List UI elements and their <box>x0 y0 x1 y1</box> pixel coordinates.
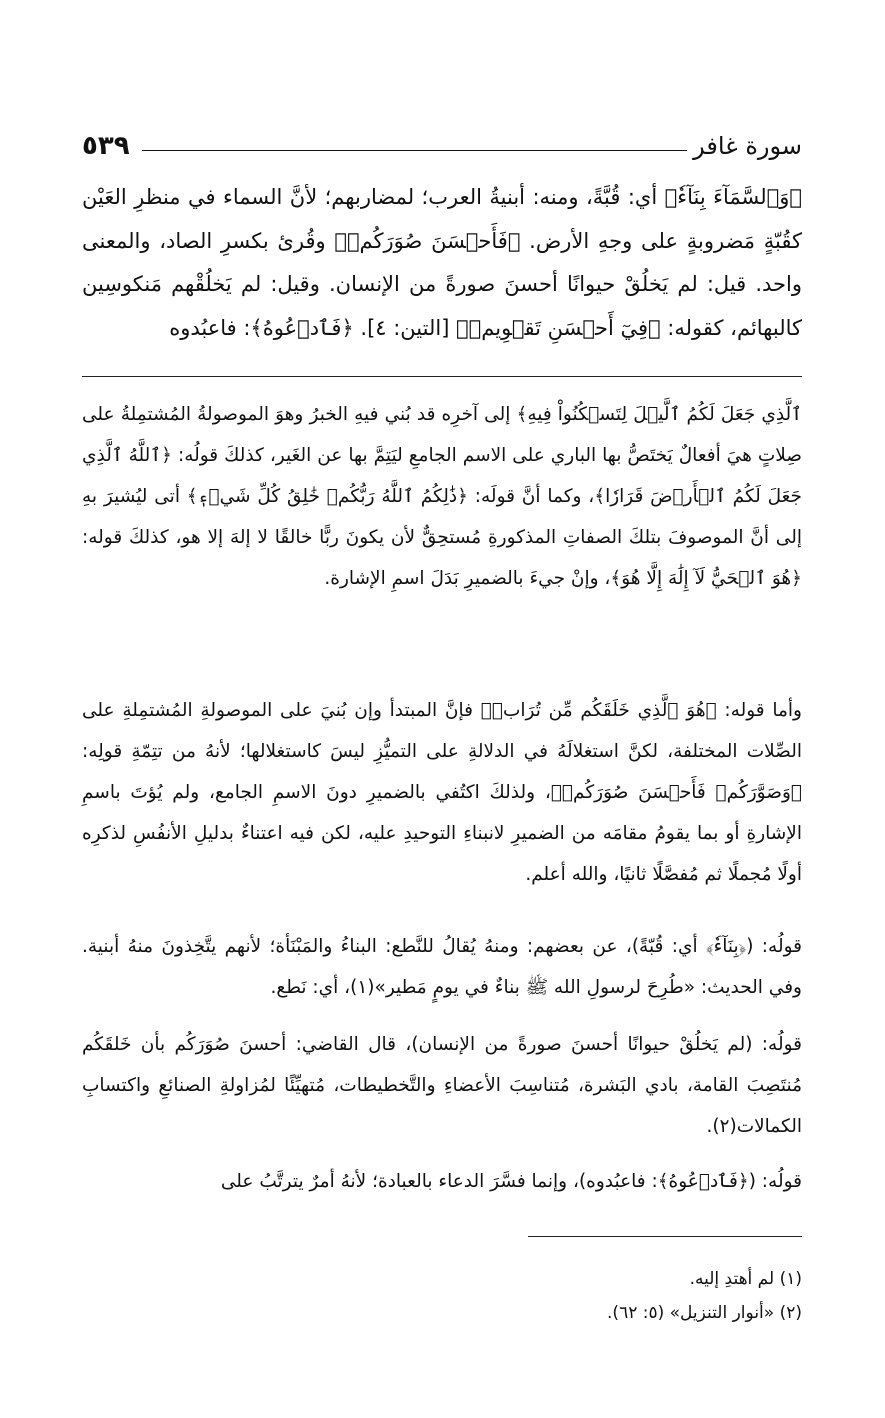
commentary-paragraph: قولُه: (﴿بِنَآءٗ﴾ أي: قُبّةً)، عن بعضهم: ومنهُ يُقالُ للنَّطع: البناءُ والمَبْنَأة؛ لأنهم يتَّخِذونَ منهُ أبنية. وفي الحديث: «طُرِحَ لرسولِ الله ﷺ بناءٌ في يومٍ مَطير»(١)، أي: نَطع. <box>82 936 802 998</box>
header-rule <box>142 150 687 151</box>
commentary-paragraph: قولُه: (﴿فَٱدۡعُوهُ﴾: فاعبُدوه)، وإنما فسَّرَ الدعاء بالعبادة؛ لأنهُ أمرٌ يترتَّبُ على <box>220 1171 802 1192</box>
footnote: (٢) «أنوار التنزيل» (٥: ٦٢). <box>607 1303 802 1323</box>
page-number: ٥٣٩ <box>82 131 130 161</box>
surah-title: سورة غافر <box>693 132 802 160</box>
commentary-paragraph: ٱلَّذِي جَعَلَ لَكُمُ ٱلَّيۡلَ لِتَسۡكُنُواْ فِيهِ﴾ إلى آخرِه قد بُني فيهِ الخبرُ وهوَ الموصولةُ المُشتمِلةُ على صِلاتٍ هيَ أفعالٌ يَختَصُّ بها الباري على الاسم الجامعِ ليَتِمَّ بها عن الغَير، كذلكَ قولُه: ﴿ٱللَّهُ ٱلَّذِي جَعَلَ لَكُمُ ٱلۡأَرۡضَ قَرَارٗا﴾، وكما أنَّ قولَه: ﴿ذَٰلِكُمُ ٱللَّهُ رَبُّكُمۡ خَٰلِقُ كُلِّ شَيۡءٖ﴾ أتى ليُشيرَ بهِ إلى أنَّ الموصوفَ بتلكَ الصفاتِ المذكورةِ مُستحِقٌّ لأن يكونَ ربًّا خالقًا لا إلهَ إلا هو، كذلكَ قوله: ﴿هُوَ ٱلۡحَيُّ لَآ إِلَٰهَ إِلَّا هُوَ﴾، وإنْ جيءَ بالضميرِ بَدَلَ اسمِ الإشارة. <box>82 404 802 589</box>
footnote: (١) لم أهتدِ إليه. <box>689 1269 802 1289</box>
main-text-divider <box>82 376 802 377</box>
page-header <box>82 128 802 164</box>
main-text: ﴿وَٱلسَّمَآءَ بِنَآءٗ﴾ أي: قُبَّةً، ومنه: أبنيةُ العرب؛ لمضاربهم؛ لأنَّ السماء في منظرِ العَيْن كقُبّةٍ مَضروبةٍ على وجهِ الأرض. ﴿فَأَحۡسَنَ صُوَرَكُمۡ﴾ وقُرئ بكسرِ الصاد، والمعنى واحد. قيل: لم يَخلُقْ حيوانًا أحسنَ صورةً من الإنسان. وقيل: لم يَخلُقْهم مَنكوسِين كالبهائم، كقوله: ﴿فِيٓ أَحۡسَنِ تَقۡوِيمٖ﴾ [التين: ٤]. ﴿فَٱدۡعُوهُ﴾: فاعبُدوه <box>82 185 802 340</box>
commentary-paragraph: وأما قوله: ﴿هُوَ ٱلَّذِي خَلَقَكُم مِّن تُرَابٖ﴾ فإنَّ المبتدأ وإن بُنيَ على الموصولةِ المُشتمِلةِ على الصِّلات المختلفة، لكنَّ استغلالَهُ في الدلالةِ على التميُّزِ ليسَ كاستغلالها؛ لأنهُ من تتِمّةِ قولِه: ﴿وَصَوَّرَكُمۡ فَأَحۡسَنَ صُوَرَكُمۡ﴾، ولذلكَ اكتُفي بالضميرِ دونَ الاسمِ الجامع، ولم يُؤتَ باسمِ الإشارةِ أو بما يقومُ مقامَه من الضميرِ لانبناءِ التوحيدِ عليه، لكن فيه اعتناءٌ بدليلِ الأنفُسِ لذكرِه أولًا مُجملًا ثم مُفصَّلًا ثانيًا، والله أعلم. <box>82 700 802 885</box>
commentary-paragraph: قولُه: (لم يَخلُقْ حيوانًا أحسنَ صورةً من الإنسان)، قال القاضي: أحسنَ صُوَرَكُم بأن خَلقَكُم مُنتَصِبَ القامة، بادي البَشرة، مُتناسِبَ الأعضاءِ والتَّخطيطات، مُتهيِّئًا لمُزاولةِ الصنائعِ واكتسابِ الكمالات(٢). <box>82 1034 802 1137</box>
footnote-divider <box>528 1236 802 1237</box>
